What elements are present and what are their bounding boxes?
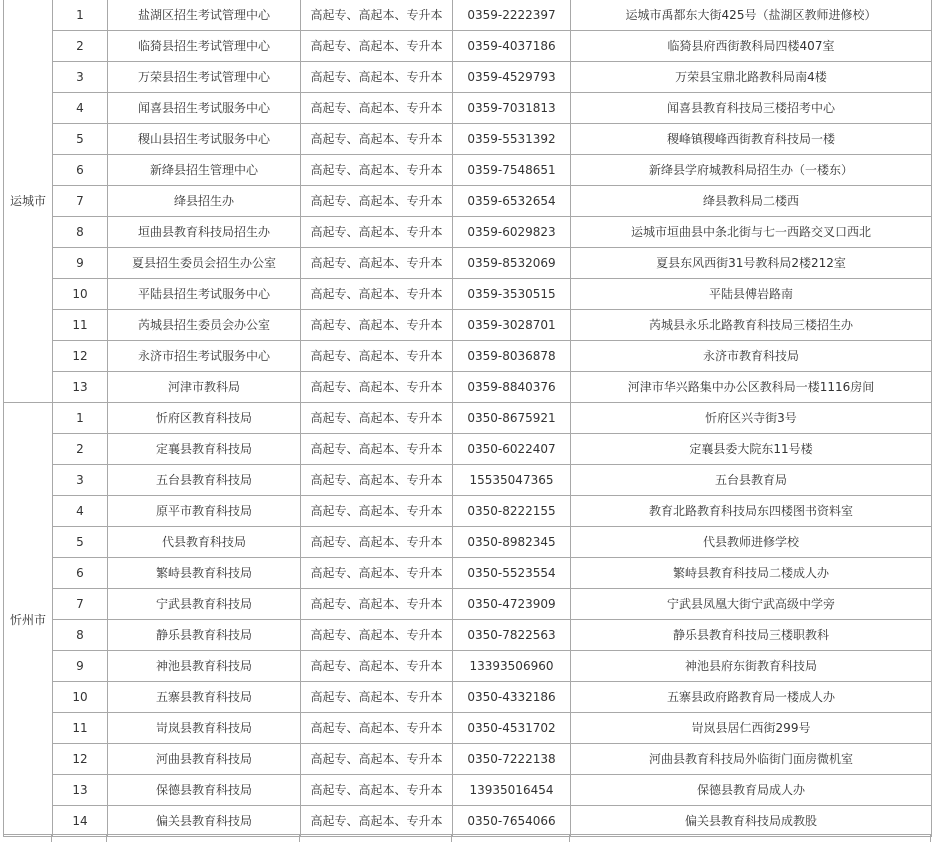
office-name-cell: 河津市教科局 [108, 372, 301, 403]
phone-cell: 0359-3530515 [453, 279, 571, 310]
exam-levels-cell: 高起专、高起本、专升本 [301, 589, 453, 620]
table-row [4, 589, 932, 620]
table-row [4, 527, 932, 558]
office-name-cell: 静乐县教育科技局 [108, 620, 301, 651]
phone-cell: 0350-4332186 [453, 682, 571, 713]
city-cell: 忻州市 [4, 403, 53, 837]
address-cell: 运城市垣曲县中条北街与七一西路交叉口西北 [571, 217, 932, 248]
table-row [4, 372, 932, 403]
address-cell: 保德县教育局成人办 [571, 775, 932, 806]
table-row [4, 62, 932, 93]
exam-levels-cell: 高起专、高起本、专升本 [301, 124, 453, 155]
row-number-cell: 13 [53, 372, 108, 403]
table-row [4, 186, 932, 217]
office-name-cell: 绛县招生办 [108, 186, 301, 217]
exam-levels-cell: 高起专、高起本、专升本 [301, 62, 453, 93]
phone-cell: 0350-6022407 [453, 434, 571, 465]
table-row [4, 682, 932, 713]
address-cell: 五寨县政府路教育局一楼成人办 [571, 682, 932, 713]
exam-levels-cell: 高起专、高起本、专升本 [301, 279, 453, 310]
table-row [4, 744, 932, 775]
office-name-cell: 五台县教育科技局 [108, 465, 301, 496]
next-group-row-edge [3, 834, 931, 841]
office-name-cell: 万荣县招生考试管理中心 [108, 62, 301, 93]
address-cell: 河津市华兴路集中办公区教科局一楼1116房间 [571, 372, 932, 403]
address-cell: 静乐县教育科技局三楼职教科 [571, 620, 932, 651]
address-cell: 代县教师进修学校 [571, 527, 932, 558]
exam-levels-cell: 高起专、高起本、专升本 [301, 155, 453, 186]
table-body [4, 0, 932, 837]
row-number-cell: 7 [53, 589, 108, 620]
office-name-cell: 永济市招生考试服务中心 [108, 341, 301, 372]
office-name-cell: 夏县招生委员会招生办公室 [108, 248, 301, 279]
exam-levels-cell: 高起专、高起本、专升本 [301, 620, 453, 651]
address-cell: 芮城县永乐北路教育科技局三楼招生办 [571, 310, 932, 341]
phone-cell: 0350-7822563 [453, 620, 571, 651]
row-number-cell: 4 [53, 93, 108, 124]
phone-cell: 0359-2222397 [453, 0, 571, 31]
row-number-cell: 11 [53, 713, 108, 744]
office-name-cell: 岢岚县教育科技局 [108, 713, 301, 744]
address-cell: 临猗县府西街教科局四楼407室 [571, 31, 932, 62]
address-cell: 绛县教科局二楼西 [571, 186, 932, 217]
exam-levels-cell: 高起专、高起本、专升本 [301, 217, 453, 248]
row-number-cell: 10 [53, 279, 108, 310]
office-name-cell: 原平市教育科技局 [108, 496, 301, 527]
table-row [4, 341, 932, 372]
row-number-cell: 4 [53, 496, 108, 527]
office-name-cell: 代县教育科技局 [108, 527, 301, 558]
row-number-cell: 6 [53, 558, 108, 589]
address-cell: 忻府区兴寺街3号 [571, 403, 932, 434]
address-cell: 岢岚县居仁西街299号 [571, 713, 932, 744]
exam-levels-cell: 高起专、高起本、专升本 [301, 434, 453, 465]
phone-cell: 13935016454 [453, 775, 571, 806]
city-cell: 运城市 [4, 0, 53, 403]
phone-cell: 0350-8982345 [453, 527, 571, 558]
phone-cell: 0350-5523554 [453, 558, 571, 589]
row-number-cell: 2 [53, 31, 108, 62]
phone-cell: 0359-6532654 [453, 186, 571, 217]
row-number-cell: 7 [53, 186, 108, 217]
address-cell: 繁峙县教育科技局二楼成人办 [571, 558, 932, 589]
phone-cell: 13393506960 [453, 651, 571, 682]
office-name-cell: 神池县教育科技局 [108, 651, 301, 682]
phone-cell: 0359-4529793 [453, 62, 571, 93]
exam-office-contact-table [3, 0, 932, 837]
address-cell: 河曲县教育科技局外临街门面房微机室 [571, 744, 932, 775]
table-row [4, 651, 932, 682]
office-name-cell: 宁武县教育科技局 [108, 589, 301, 620]
table-row [4, 403, 932, 434]
phone-cell: 0350-8675921 [453, 403, 571, 434]
exam-levels-cell: 高起专、高起本、专升本 [301, 744, 453, 775]
table-row [4, 279, 932, 310]
phone-cell: 0359-7548651 [453, 155, 571, 186]
office-name-cell: 垣曲县教育科技局招生办 [108, 217, 301, 248]
phone-cell: 0359-4037186 [453, 31, 571, 62]
row-number-cell: 3 [53, 62, 108, 93]
exam-levels-cell: 高起专、高起本、专升本 [301, 713, 453, 744]
phone-cell: 0350-4531702 [453, 713, 571, 744]
address-cell: 运城市禹都东大街425号（盐湖区教师进修校） [571, 0, 932, 31]
exam-levels-cell: 高起专、高起本、专升本 [301, 0, 453, 31]
table-row [4, 775, 932, 806]
exam-levels-cell: 高起专、高起本、专升本 [301, 651, 453, 682]
exam-levels-cell: 高起专、高起本、专升本 [301, 682, 453, 713]
table-row [4, 124, 932, 155]
row-number-cell: 13 [53, 775, 108, 806]
table-row [4, 434, 932, 465]
row-number-cell: 11 [53, 310, 108, 341]
phone-cell: 0359-8840376 [453, 372, 571, 403]
row-number-cell: 12 [53, 744, 108, 775]
phone-cell: 15535047365 [453, 465, 571, 496]
row-number-cell: 2 [53, 434, 108, 465]
table-row [4, 93, 932, 124]
address-cell: 新绛县学府城教科局招生办（一楼东） [571, 155, 932, 186]
table-row [4, 806, 932, 837]
exam-levels-cell: 高起专、高起本、专升本 [301, 248, 453, 279]
exam-levels-cell: 高起专、高起本、专升本 [301, 403, 453, 434]
row-number-cell: 8 [53, 620, 108, 651]
address-cell: 万荣县宝鼎北路教科局南4楼 [571, 62, 932, 93]
row-number-cell: 3 [53, 465, 108, 496]
table-row [4, 713, 932, 744]
exam-levels-cell: 高起专、高起本、专升本 [301, 806, 453, 837]
office-name-cell: 临猗县招生考试管理中心 [108, 31, 301, 62]
office-name-cell: 盐湖区招生考试管理中心 [108, 0, 301, 31]
phone-cell: 0350-4723909 [453, 589, 571, 620]
office-name-cell: 定襄县教育科技局 [108, 434, 301, 465]
row-number-cell: 6 [53, 155, 108, 186]
phone-cell: 0359-5531392 [453, 124, 571, 155]
address-cell: 闻喜县教育科技局三楼招考中心 [571, 93, 932, 124]
row-number-cell: 5 [53, 124, 108, 155]
office-name-cell: 闻喜县招生考试服务中心 [108, 93, 301, 124]
address-cell: 定襄县委大院东11号楼 [571, 434, 932, 465]
address-cell: 五台县教育局 [571, 465, 932, 496]
phone-cell: 0350-7654066 [453, 806, 571, 837]
phone-cell: 0359-7031813 [453, 93, 571, 124]
phone-cell: 0359-8036878 [453, 341, 571, 372]
row-number-cell: 12 [53, 341, 108, 372]
exam-levels-cell: 高起专、高起本、专升本 [301, 31, 453, 62]
table-row [4, 31, 932, 62]
table-row [4, 620, 932, 651]
exam-levels-cell: 高起专、高起本、专升本 [301, 496, 453, 527]
table-row [4, 310, 932, 341]
row-number-cell: 1 [53, 0, 108, 31]
office-name-cell: 保德县教育科技局 [108, 775, 301, 806]
office-name-cell: 五寨县教育科技局 [108, 682, 301, 713]
office-name-cell: 稷山县招生考试服务中心 [108, 124, 301, 155]
exam-levels-cell: 高起专、高起本、专升本 [301, 775, 453, 806]
table-row [4, 0, 932, 31]
exam-levels-cell: 高起专、高起本、专升本 [301, 527, 453, 558]
table-row [4, 496, 932, 527]
row-number-cell: 1 [53, 403, 108, 434]
address-cell: 教育北路教育科技局东四楼图书资料室 [571, 496, 932, 527]
exam-levels-cell: 高起专、高起本、专升本 [301, 372, 453, 403]
row-number-cell: 9 [53, 651, 108, 682]
exam-levels-cell: 高起专、高起本、专升本 [301, 465, 453, 496]
exam-levels-cell: 高起专、高起本、专升本 [301, 558, 453, 589]
address-cell: 宁武县凤凰大街宁武高级中学旁 [571, 589, 932, 620]
row-number-cell: 5 [53, 527, 108, 558]
exam-levels-cell: 高起专、高起本、专升本 [301, 341, 453, 372]
office-name-cell: 芮城县招生委员会办公室 [108, 310, 301, 341]
office-name-cell: 繁峙县教育科技局 [108, 558, 301, 589]
exam-levels-cell: 高起专、高起本、专升本 [301, 186, 453, 217]
table-row [4, 465, 932, 496]
address-cell: 稷峰镇稷峰西街教育科技局一楼 [571, 124, 932, 155]
office-name-cell: 忻府区教育科技局 [108, 403, 301, 434]
exam-levels-cell: 高起专、高起本、专升本 [301, 310, 453, 341]
row-number-cell: 10 [53, 682, 108, 713]
office-name-cell: 平陆县招生考试服务中心 [108, 279, 301, 310]
table-row [4, 248, 932, 279]
phone-cell: 0359-3028701 [453, 310, 571, 341]
office-name-cell: 河曲县教育科技局 [108, 744, 301, 775]
office-name-cell: 偏关县教育科技局 [108, 806, 301, 837]
address-cell: 神池县府东街教育科技局 [571, 651, 932, 682]
phone-cell: 0350-8222155 [453, 496, 571, 527]
address-cell: 永济市教育科技局 [571, 341, 932, 372]
row-number-cell: 9 [53, 248, 108, 279]
row-number-cell: 14 [53, 806, 108, 837]
table-row [4, 558, 932, 589]
phone-cell: 0359-8532069 [453, 248, 571, 279]
exam-levels-cell: 高起专、高起本、专升本 [301, 93, 453, 124]
address-cell: 夏县东风西街31号教科局2楼212室 [571, 248, 932, 279]
phone-cell: 0359-6029823 [453, 217, 571, 248]
office-name-cell: 新绛县招生管理中心 [108, 155, 301, 186]
address-cell: 偏关县教育科技局成教股 [571, 806, 932, 837]
address-cell: 平陆县傅岩路南 [571, 279, 932, 310]
table-row [4, 155, 932, 186]
row-number-cell: 8 [53, 217, 108, 248]
phone-cell: 0350-7222138 [453, 744, 571, 775]
table-row [4, 217, 932, 248]
